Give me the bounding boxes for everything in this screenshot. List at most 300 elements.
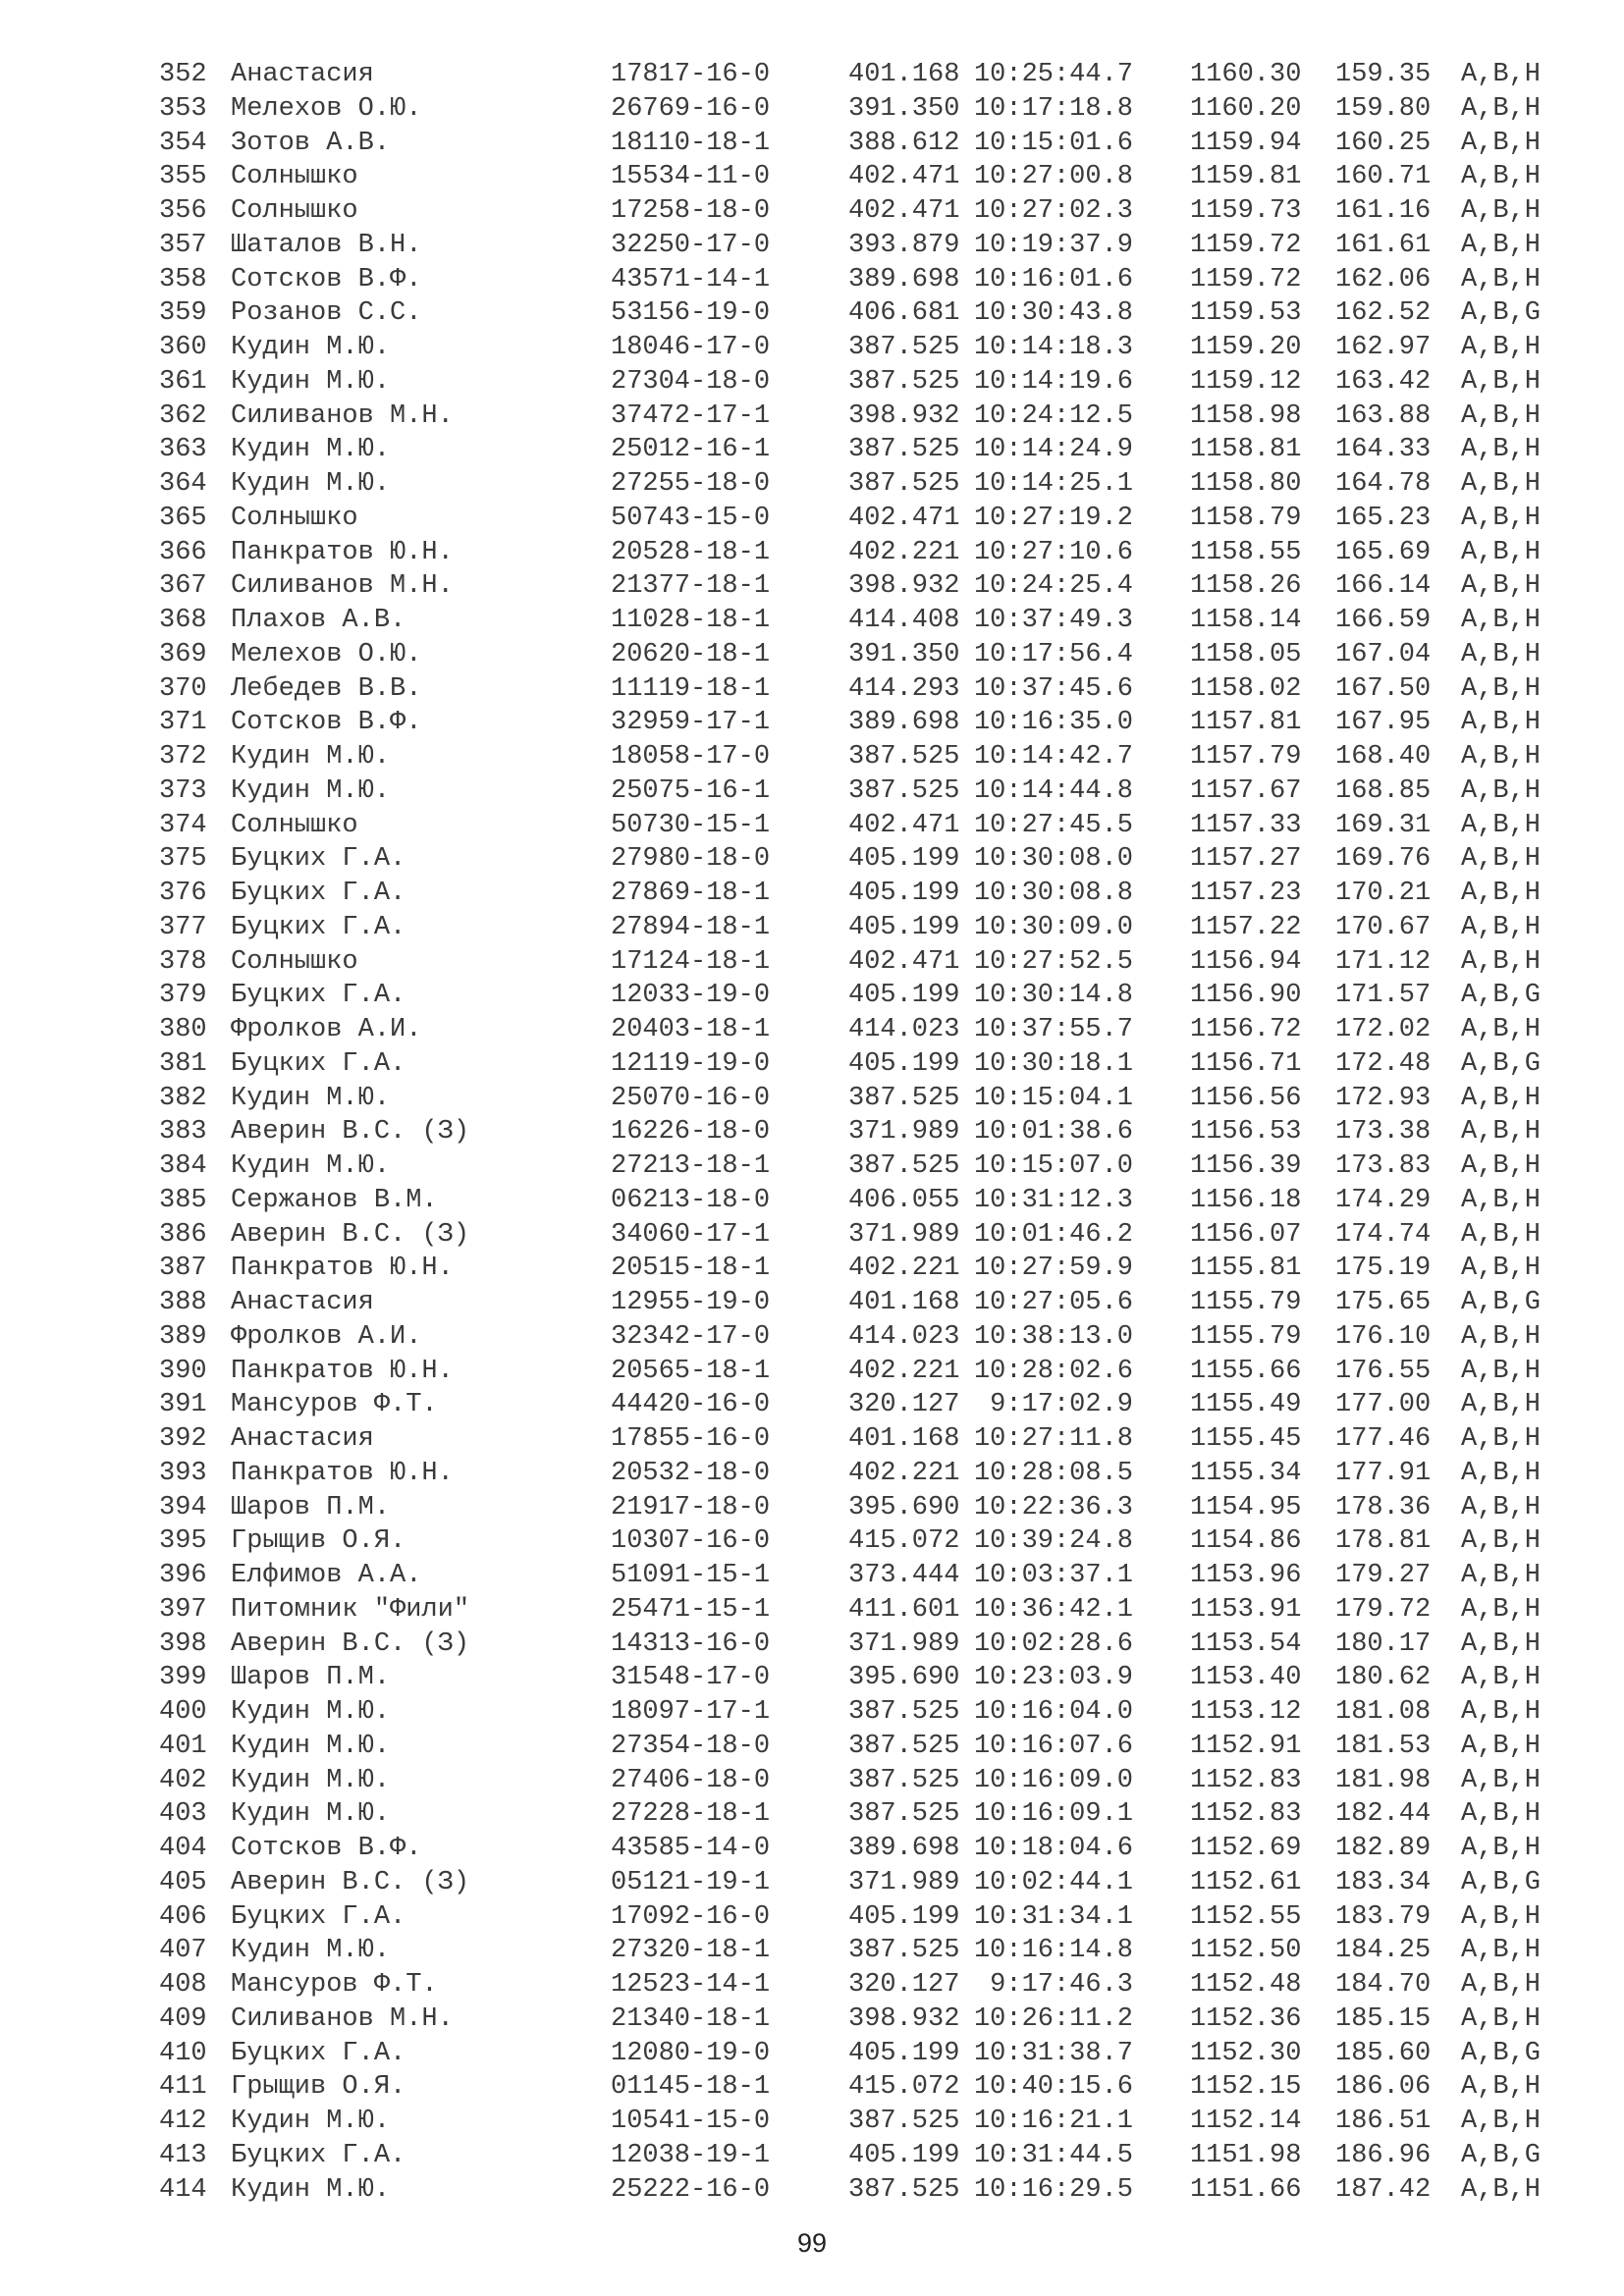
speed: 1151.98 (1190, 2140, 1302, 2170)
categories: A,B,H (1461, 333, 1542, 362)
arrival-time: 10:40:15.6 (973, 2072, 1133, 2103)
ring-number: 37472-17-1 (611, 400, 771, 431)
points: 164.78 (1335, 469, 1432, 499)
speed: 1152.15 (1190, 2072, 1302, 2103)
distance: 387.525 (848, 1799, 960, 1830)
participant-name: Солнышко (231, 810, 358, 840)
arrival-time: 10:16:21.1 (973, 2107, 1133, 2136)
row-number: 404 (159, 1834, 207, 1863)
arrival-time: 10:27:59.9 (973, 1254, 1133, 1284)
ring-number: 20403-18-1 (611, 1015, 771, 1044)
ring-number: 17124-18-1 (611, 946, 771, 977)
arrival-time: 10:02:44.1 (973, 1867, 1133, 1897)
arrival-time: 10:27:00.8 (973, 162, 1133, 192)
distance: 405.199 (848, 1048, 960, 1079)
points: 160.25 (1335, 128, 1432, 158)
participant-name: Панкратов Ю.Н. (231, 1458, 454, 1488)
row-number: 367 (159, 571, 207, 602)
participant-name: Анастасия (231, 1288, 374, 1317)
points: 161.16 (1335, 196, 1432, 226)
speed: 1154.86 (1190, 1526, 1302, 1557)
arrival-time: 10:15:07.0 (973, 1151, 1133, 1181)
participant-name: Кудин М.Ю. (231, 1765, 391, 1795)
ring-number: 18110-18-1 (611, 128, 771, 158)
points: 180.17 (1335, 1629, 1432, 1659)
row-number: 394 (159, 1492, 207, 1522)
ring-number: 27894-18-1 (611, 912, 771, 942)
speed: 1158.98 (1190, 400, 1302, 431)
points: 186.96 (1335, 2140, 1432, 2170)
participant-name: Кудин М.Ю. (231, 775, 391, 806)
distance: 411.601 (848, 1594, 960, 1625)
arrival-time: 10:27:10.6 (973, 537, 1133, 567)
distance: 387.525 (848, 366, 960, 397)
distance: 405.199 (848, 879, 960, 908)
participant-name: Буцких Г.А. (231, 879, 406, 908)
participant-name: Кудин М.Ю. (231, 1697, 391, 1727)
categories: A,B,H (1461, 537, 1542, 567)
categories: A,B,H (1461, 606, 1542, 635)
participant-name: Сотсков В.Ф. (231, 264, 422, 294)
categories: A,B,H (1461, 503, 1542, 533)
row-number: 390 (159, 1356, 207, 1386)
categories: A,B,H (1461, 1561, 1542, 1590)
row-number: 376 (159, 879, 207, 908)
categories: A,B,H (1461, 742, 1542, 772)
participant-name: Кудин М.Ю. (231, 1936, 391, 1966)
distance: 402.221 (848, 1458, 960, 1488)
categories: A,B,H (1461, 93, 1542, 124)
categories: A,B,H (1461, 946, 1542, 977)
points: 182.44 (1335, 1799, 1432, 1830)
row-number: 410 (159, 2038, 207, 2068)
points: 162.52 (1335, 298, 1432, 329)
participant-name: Буцких Г.А. (231, 1048, 406, 1079)
ring-number: 15534-11-0 (611, 162, 771, 192)
ring-number: 25075-16-1 (611, 775, 771, 806)
ring-number: 51091-15-1 (611, 1561, 771, 1590)
speed: 1159.20 (1190, 333, 1302, 362)
categories: A,B,H (1461, 469, 1542, 499)
row-number: 414 (159, 2174, 207, 2205)
categories: A,B,H (1461, 1901, 1542, 1932)
points: 184.70 (1335, 1970, 1432, 2000)
row-number: 366 (159, 537, 207, 567)
speed: 1159.53 (1190, 298, 1302, 329)
participant-name: Кудин М.Ю. (231, 1799, 391, 1830)
row-number: 400 (159, 1697, 207, 1727)
row-number: 413 (159, 2140, 207, 2170)
participant-name: Фролков А.И. (231, 1321, 422, 1352)
distance: 401.168 (848, 1288, 960, 1317)
distance: 391.350 (848, 639, 960, 669)
categories: A,B,H (1461, 1015, 1542, 1044)
ring-number: 21340-18-1 (611, 2003, 771, 2034)
ring-number: 12955-19-0 (611, 1288, 771, 1317)
ring-number: 18058-17-0 (611, 742, 771, 772)
participant-name: Мансуров Ф.Т. (231, 1390, 438, 1420)
distance: 402.471 (848, 162, 960, 192)
ring-number: 34060-17-1 (611, 1219, 771, 1250)
row-number: 402 (159, 1765, 207, 1795)
speed: 1155.34 (1190, 1458, 1302, 1488)
points: 179.72 (1335, 1594, 1432, 1625)
participant-name: Буцких Г.А. (231, 912, 406, 942)
arrival-time: 10:36:42.1 (973, 1594, 1133, 1625)
distance: 391.350 (848, 93, 960, 124)
row-number: 359 (159, 298, 207, 329)
distance: 405.199 (848, 981, 960, 1011)
participant-name: Кудин М.Ю. (231, 333, 391, 362)
ring-number: 44420-16-0 (611, 1390, 771, 1420)
ring-number: 16226-18-0 (611, 1117, 771, 1148)
participant-name: Грыщив О.Я. (231, 1526, 406, 1557)
ring-number: 25070-16-0 (611, 1083, 771, 1113)
participant-name: Лебедев В.В. (231, 673, 422, 704)
ring-number: 25222-16-0 (611, 2174, 771, 2205)
participant-name: Мансуров Ф.Т. (231, 1970, 438, 2000)
distance: 402.221 (848, 537, 960, 567)
row-number: 361 (159, 366, 207, 397)
points: 177.00 (1335, 1390, 1432, 1420)
speed: 1158.80 (1190, 469, 1302, 499)
participant-name: Аверин В.С. (З) (231, 1867, 470, 1897)
row-number: 386 (159, 1219, 207, 1250)
speed: 1159.94 (1190, 128, 1302, 158)
participant-name: Мелехов О.Ю. (231, 93, 422, 124)
participant-name: Солнышко (231, 162, 358, 192)
speed: 1159.72 (1190, 264, 1302, 294)
ring-number: 01145-18-1 (611, 2072, 771, 2103)
ring-number: 50743-15-0 (611, 503, 771, 533)
participant-name: Буцких Г.А. (231, 844, 406, 875)
points: 159.80 (1335, 93, 1432, 124)
categories: A,B,H (1461, 1321, 1542, 1352)
points: 167.04 (1335, 639, 1432, 669)
arrival-time: 10:14:19.6 (973, 366, 1133, 397)
categories: A,B,H (1461, 912, 1542, 942)
row-number: 406 (159, 1901, 207, 1932)
categories: A,B,H (1461, 1185, 1542, 1215)
points: 165.69 (1335, 537, 1432, 567)
distance: 387.525 (848, 2174, 960, 2205)
points: 177.46 (1335, 1424, 1432, 1454)
ring-number: 32250-17-0 (611, 230, 771, 260)
distance: 398.932 (848, 400, 960, 431)
speed: 1158.55 (1190, 537, 1302, 567)
distance: 401.168 (848, 60, 960, 89)
participant-name: Солнышко (231, 503, 358, 533)
categories: A,B,H (1461, 1731, 1542, 1761)
row-number: 365 (159, 503, 207, 533)
points: 163.88 (1335, 400, 1432, 431)
ring-number: 11119-18-1 (611, 673, 771, 704)
arrival-time: 10:22:36.3 (973, 1492, 1133, 1522)
row-number: 358 (159, 264, 207, 294)
participant-name: Кудин М.Ю. (231, 1731, 391, 1761)
speed: 1156.53 (1190, 1117, 1302, 1148)
distance: 387.525 (848, 469, 960, 499)
row-number: 399 (159, 1663, 207, 1693)
ring-number: 26769-16-0 (611, 93, 771, 124)
row-number: 354 (159, 128, 207, 158)
row-number: 385 (159, 1185, 207, 1215)
points: 181.53 (1335, 1731, 1432, 1761)
categories: A,B,H (1461, 435, 1542, 465)
categories: A,B,H (1461, 1526, 1542, 1557)
distance: 393.879 (848, 230, 960, 260)
arrival-time: 10:01:38.6 (973, 1117, 1133, 1148)
speed: 1157.27 (1190, 844, 1302, 875)
categories: A,B,H (1461, 2072, 1542, 2103)
arrival-time: 10:28:02.6 (973, 1356, 1133, 1386)
categories: A,B,G (1461, 298, 1542, 329)
distance: 387.525 (848, 2107, 960, 2136)
row-number: 401 (159, 1731, 207, 1761)
speed: 1156.56 (1190, 1083, 1302, 1113)
points: 161.61 (1335, 230, 1432, 260)
distance: 371.989 (848, 1219, 960, 1250)
arrival-time: 10:14:44.8 (973, 775, 1133, 806)
arrival-time: 10:27:19.2 (973, 503, 1133, 533)
speed: 1157.22 (1190, 912, 1302, 942)
points: 160.71 (1335, 162, 1432, 192)
row-number: 392 (159, 1424, 207, 1454)
arrival-time: 10:31:44.5 (973, 2140, 1133, 2170)
speed: 1155.79 (1190, 1321, 1302, 1352)
arrival-time: 10:26:11.2 (973, 2003, 1133, 2034)
speed: 1153.96 (1190, 1561, 1302, 1590)
ring-number: 25471-15-1 (611, 1594, 771, 1625)
ring-number: 20528-18-1 (611, 537, 771, 567)
categories: A,B,H (1461, 1594, 1542, 1625)
speed: 1158.14 (1190, 606, 1302, 635)
arrival-time: 9:17:46.3 (990, 1970, 1133, 2000)
speed: 1158.81 (1190, 435, 1302, 465)
speed: 1157.79 (1190, 742, 1302, 772)
categories: A,B,H (1461, 708, 1542, 738)
row-number: 353 (159, 93, 207, 124)
categories: A,B,H (1461, 1697, 1542, 1727)
ring-number: 27228-18-1 (611, 1799, 771, 1830)
distance: 389.698 (848, 1834, 960, 1863)
ring-number: 17855-16-0 (611, 1424, 771, 1454)
row-number: 397 (159, 1594, 207, 1625)
categories: A,B,H (1461, 128, 1542, 158)
distance: 402.471 (848, 503, 960, 533)
ring-number: 10541-15-0 (611, 2107, 771, 2136)
distance: 387.525 (848, 742, 960, 772)
categories: A,B,H (1461, 162, 1542, 192)
categories: A,B,H (1461, 1219, 1542, 1250)
row-number: 355 (159, 162, 207, 192)
participant-name: Розанов С.С. (231, 298, 422, 329)
speed: 1154.95 (1190, 1492, 1302, 1522)
speed: 1159.81 (1190, 162, 1302, 192)
row-number: 391 (159, 1390, 207, 1420)
participant-name: Зотов А.В. (231, 128, 391, 158)
categories: A,B,G (1461, 2038, 1542, 2068)
participant-name: Буцких Г.А. (231, 2038, 406, 2068)
speed: 1157.33 (1190, 810, 1302, 840)
arrival-time: 10:37:55.7 (973, 1015, 1133, 1044)
points: 174.74 (1335, 1219, 1432, 1250)
categories: A,B,H (1461, 366, 1542, 397)
ring-number: 11028-18-1 (611, 606, 771, 635)
points: 186.51 (1335, 2107, 1432, 2136)
participant-name: Шаров П.М. (231, 1492, 391, 1522)
arrival-time: 10:16:09.1 (973, 1799, 1133, 1830)
arrival-time: 10:01:46.2 (973, 1219, 1133, 1250)
arrival-time: 10:27:05.6 (973, 1288, 1133, 1317)
categories: A,B,H (1461, 639, 1542, 669)
arrival-time: 10:30:09.0 (973, 912, 1133, 942)
points: 178.36 (1335, 1492, 1432, 1522)
arrival-time: 10:17:56.4 (973, 639, 1133, 669)
speed: 1159.12 (1190, 366, 1302, 397)
ring-number: 27304-18-0 (611, 366, 771, 397)
ring-number: 20565-18-1 (611, 1356, 771, 1386)
distance: 387.525 (848, 775, 960, 806)
distance: 387.525 (848, 1765, 960, 1795)
points: 172.93 (1335, 1083, 1432, 1113)
categories: A,B,H (1461, 1083, 1542, 1113)
speed: 1156.72 (1190, 1015, 1302, 1044)
ring-number: 25012-16-1 (611, 435, 771, 465)
speed: 1152.83 (1190, 1799, 1302, 1830)
points: 181.08 (1335, 1697, 1432, 1727)
categories: A,B,H (1461, 1799, 1542, 1830)
speed: 1151.66 (1190, 2174, 1302, 2205)
participant-name: Аверин В.С. (З) (231, 1629, 470, 1659)
categories: A,B,H (1461, 1390, 1542, 1420)
row-number: 382 (159, 1083, 207, 1113)
arrival-time: 10:15:01.6 (973, 128, 1133, 158)
categories: A,B,H (1461, 844, 1542, 875)
categories: A,B,G (1461, 1048, 1542, 1079)
participant-name: Кудин М.Ю. (231, 366, 391, 397)
points: 171.57 (1335, 981, 1432, 1011)
participant-name: Питомник "Фили" (231, 1594, 470, 1625)
distance: 402.471 (848, 946, 960, 977)
arrival-time: 10:27:52.5 (973, 946, 1133, 977)
points: 183.79 (1335, 1901, 1432, 1932)
categories: A,B,H (1461, 1254, 1542, 1284)
distance: 387.525 (848, 1697, 960, 1727)
arrival-time: 10:16:07.6 (973, 1731, 1133, 1761)
distance: 387.525 (848, 1151, 960, 1181)
points: 167.50 (1335, 673, 1432, 704)
speed: 1155.79 (1190, 1288, 1302, 1317)
arrival-time: 10:23:03.9 (973, 1663, 1133, 1693)
ring-number: 17092-16-0 (611, 1901, 771, 1932)
points: 174.29 (1335, 1185, 1432, 1215)
row-number: 409 (159, 2003, 207, 2034)
participant-name: Кудин М.Ю. (231, 2107, 391, 2136)
speed: 1157.81 (1190, 708, 1302, 738)
categories: A,B,H (1461, 1936, 1542, 1966)
participant-name: Кудин М.Ю. (231, 435, 391, 465)
arrival-time: 10:37:45.6 (973, 673, 1133, 704)
distance: 320.127 (848, 1390, 960, 1420)
participant-name: Грыщив О.Я. (231, 2072, 406, 2103)
distance: 415.072 (848, 2072, 960, 2103)
distance: 405.199 (848, 912, 960, 942)
speed: 1152.50 (1190, 1936, 1302, 1966)
distance: 373.444 (848, 1561, 960, 1590)
participant-name: Солнышко (231, 946, 358, 977)
categories: A,B,G (1461, 2140, 1542, 2170)
participant-name: Аверин В.С. (З) (231, 1219, 470, 1250)
row-number: 408 (159, 1970, 207, 2000)
categories: A,B,H (1461, 673, 1542, 704)
row-number: 373 (159, 775, 207, 806)
speed: 1153.91 (1190, 1594, 1302, 1625)
distance: 398.932 (848, 2003, 960, 2034)
distance: 414.408 (848, 606, 960, 635)
participant-name: Буцких Г.А. (231, 981, 406, 1011)
points: 163.42 (1335, 366, 1432, 397)
row-number: 368 (159, 606, 207, 635)
row-number: 396 (159, 1561, 207, 1590)
row-number: 360 (159, 333, 207, 362)
categories: A,B,G (1461, 981, 1542, 1011)
points: 162.97 (1335, 333, 1432, 362)
distance: 405.199 (848, 1901, 960, 1932)
distance: 405.199 (848, 844, 960, 875)
speed: 1156.39 (1190, 1151, 1302, 1181)
arrival-time: 10:27:02.3 (973, 196, 1133, 226)
arrival-time: 10:16:29.5 (973, 2174, 1133, 2205)
arrival-time: 10:16:04.0 (973, 1697, 1133, 1727)
speed: 1155.66 (1190, 1356, 1302, 1386)
categories: A,B,H (1461, 1492, 1542, 1522)
distance: 387.525 (848, 1731, 960, 1761)
row-number: 381 (159, 1048, 207, 1079)
distance: 402.221 (848, 1356, 960, 1386)
row-number: 393 (159, 1458, 207, 1488)
arrival-time: 10:14:42.7 (973, 742, 1133, 772)
categories: A,B,H (1461, 1117, 1542, 1148)
categories: A,B,G (1461, 1867, 1542, 1897)
ring-number: 17258-18-0 (611, 196, 771, 226)
speed: 1160.30 (1190, 60, 1302, 89)
categories: A,B,H (1461, 400, 1542, 431)
distance: 387.525 (848, 435, 960, 465)
row-number: 395 (159, 1526, 207, 1557)
points: 170.67 (1335, 912, 1432, 942)
row-number: 362 (159, 400, 207, 431)
speed: 1159.72 (1190, 230, 1302, 260)
speed: 1153.12 (1190, 1697, 1302, 1727)
row-number: 379 (159, 981, 207, 1011)
arrival-time: 10:31:12.3 (973, 1185, 1133, 1215)
arrival-time: 10:16:09.0 (973, 1765, 1133, 1795)
row-number: 403 (159, 1799, 207, 1830)
categories: A,B,H (1461, 1629, 1542, 1659)
distance: 405.199 (848, 2038, 960, 2068)
ring-number: 12523-14-1 (611, 1970, 771, 2000)
ring-number: 12119-19-0 (611, 1048, 771, 1079)
participant-name: Анастасия (231, 1424, 374, 1454)
categories: A,B,H (1461, 2107, 1542, 2136)
row-number: 369 (159, 639, 207, 669)
speed: 1158.79 (1190, 503, 1302, 533)
arrival-time: 10:02:28.6 (973, 1629, 1133, 1659)
distance: 395.690 (848, 1663, 960, 1693)
points: 162.06 (1335, 264, 1432, 294)
arrival-time: 10:27:11.8 (973, 1424, 1133, 1454)
